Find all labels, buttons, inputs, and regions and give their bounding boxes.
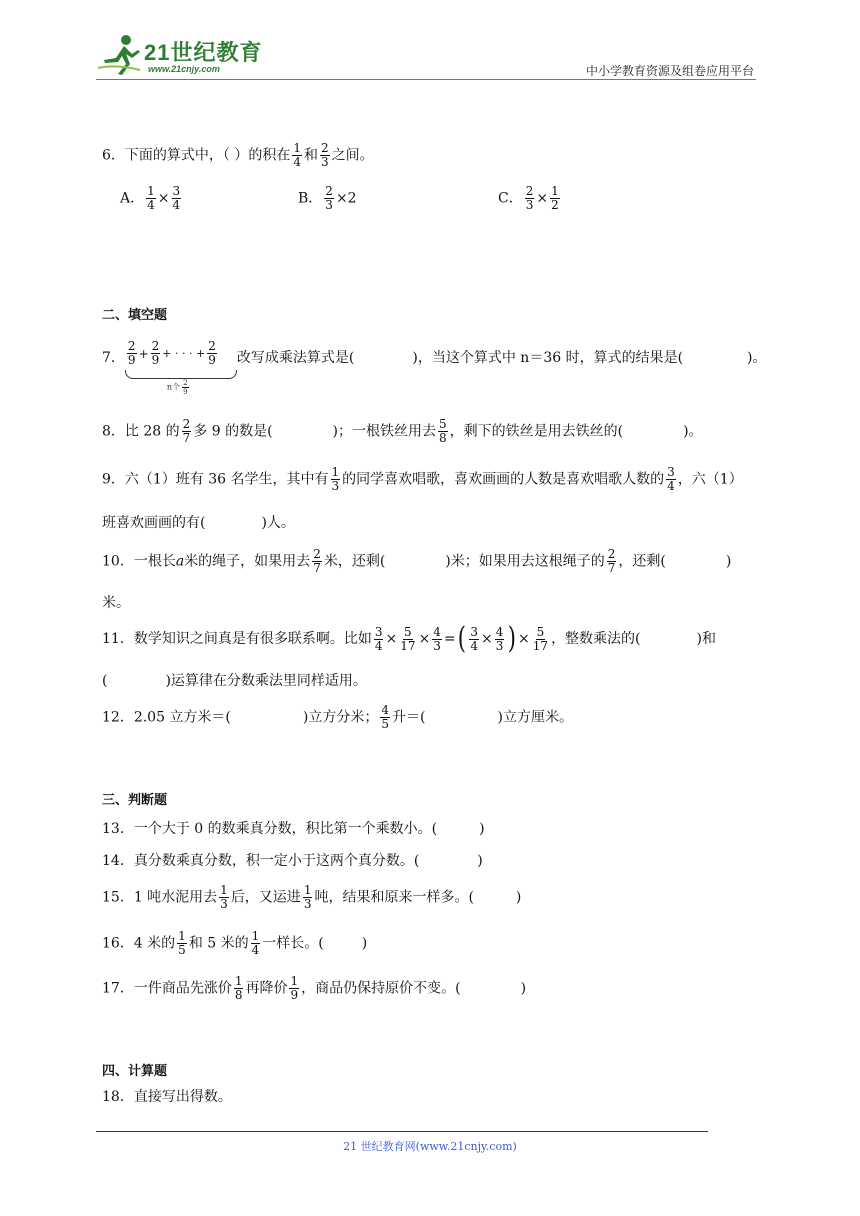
section-true-false-title: 三、判断题 xyxy=(102,793,168,808)
header-divider xyxy=(96,79,756,80)
question-7: 7． $\frac{2}{9}$ + $\frac{2}{9}$ + · · · + $\frac{2}{9}$ n个 $\frac{2}{9}$ 改写成乘法算式是( )，当这个算式中 n＝36 时，算式的结果是( )。 xyxy=(102,339,767,396)
question-8: 8．比 28 的 $\frac{2}{7}$ 多 9 的数是( )；一根铁丝用去 $\frac{5}{8}$ ，剩下的铁丝是用去铁丝的( )。 xyxy=(102,417,703,445)
runner-logo-icon xyxy=(96,34,142,76)
q6-stem: 6．下面的算式中，（ ）的积在 xyxy=(102,147,291,164)
underbrace xyxy=(125,370,237,379)
question-15: 15．1 吨水泥用去 $\frac{1}{3}$ 后，又运进 $\frac{1}{3}$ 吨，结果和原来一样多。( ) xyxy=(102,883,522,911)
logo-url: www.21cnjy.com xyxy=(148,64,220,74)
question-13: 13．一个大于 0 的数乘真分数，积比第一个乘数小。( ) xyxy=(102,821,485,837)
question-6 xyxy=(102,142,374,169)
q6-option-b[interactable]: B． $\frac{2}{3}$ ×2 xyxy=(298,184,357,212)
question-10: 10．一根长a米的绳子，如果用去 $\frac{2}{7}$ 米，还剩( )米；如果用去这根绳子的 $\frac{2}{7}$ ，还剩( ) xyxy=(102,547,732,575)
q6-and: 和 xyxy=(304,147,318,164)
fraction: $\frac{1}{4}$ xyxy=(293,141,301,169)
question-9-line2: 班喜欢画画的有( )人。 xyxy=(102,515,295,531)
fraction: $\frac{2}{3}$ xyxy=(321,141,329,169)
question-17: 17．一件商品先涨价 $\frac{1}{8}$ 再降价 $\frac{1}{9}$ ，商品仍保持原价不变。( ) xyxy=(102,974,527,1002)
question-10-line2: 米。 xyxy=(102,595,130,611)
question-16: 16．4 米的 $\frac{1}{5}$ 和 5 米的 $\frac{1}{4}$ 一样长。( ) xyxy=(102,929,368,957)
q6-option-a[interactable]: A． $\frac{1}{4}$ × $\frac{3}{4}$ xyxy=(120,184,181,212)
section-calculation-title: 四、计算题 xyxy=(102,1064,168,1079)
question-12: 12．2.05 立方米＝( )立方分米； $\frac{4}{5}$ 升＝( )立方厘米。 xyxy=(102,703,573,731)
logo xyxy=(96,34,263,78)
question-11: 11．数学知识之间真是有很多联系啊。比如 $\frac{3}{4}$ × $\frac{5}{17}$ × $\frac{4}{3}$ =( $\frac{3}{4}$ × $\frac{4}{3}$ ) × $\frac{5}{17}$ ，整数乘法的( )和 xyxy=(102,621,716,656)
header-platform-text: 中小学教育资源及组卷应用平台 xyxy=(585,64,754,78)
question-14: 14．真分数乘真分数，积一定小于这两个真分数。( ) xyxy=(102,853,483,869)
q6-option-c[interactable]: C． $\frac{2}{3}$ × $\frac{1}{2}$ xyxy=(498,184,559,212)
q7-sum-expression: $\frac{2}{9}$ + $\frac{2}{9}$ + · · · + $\frac{2}{9}$ n个 $\frac{2}{9}$ xyxy=(125,340,237,374)
underbrace-label: n个 $\frac{2}{9}$ xyxy=(166,379,188,396)
question-11-line2: ( )运算律在分数乘法里同样适用。 xyxy=(102,673,367,689)
section-fill-in-title: 二、填空题 xyxy=(102,308,168,323)
q6-stem-end: 之间。 xyxy=(331,147,374,164)
footer-divider xyxy=(96,1131,708,1132)
footer-link[interactable]: 21 世纪教育网(www.21cnjy.com) xyxy=(343,1140,517,1153)
question-9: 9．六（1）班有 36 名学生，其中有 $\frac{1}{3}$ 的同学喜欢唱歌，喜欢画画的人数是喜欢唱歌人数的 $\frac{3}{4}$ ，六（1） xyxy=(102,465,743,493)
question-18: 18．直接写出得数。 xyxy=(102,1089,232,1105)
logo-text: 21世纪教育 xyxy=(144,40,263,65)
